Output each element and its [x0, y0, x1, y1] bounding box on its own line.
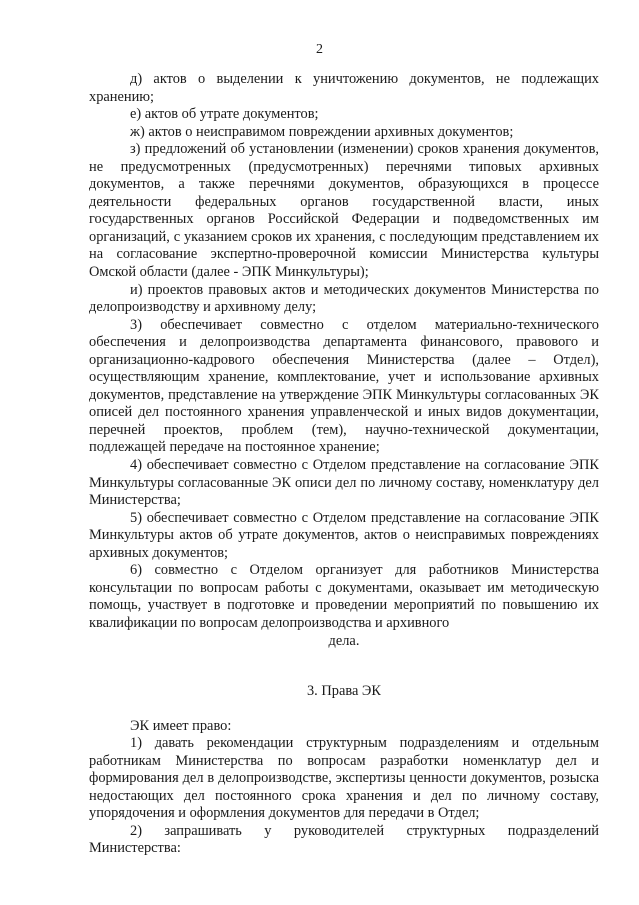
paragraph-z: з) предложений об установлении (изменении) сроков хранения документов, не предусмотренных (предусмотренных) перечнями типовых архивных документов, а также перечнями документов, образующихся в процессе деятельности федеральных органов государственной власти, иных государственных органов Российской Федерации и подведомственных им организаций, с указанием сроков их хранения, с последующим представлением их на согласование экспертно-проверочной комиссии Министерства культуры Омской области (далее - ЭПК Минкультуры);: [89, 141, 599, 281]
paragraph-5: 5) обеспечивает совместно с Отделом представление на согласование ЭПК Минкультуры актов об утрате документов, актов о неисправимых повреждениях архивных документов;: [89, 509, 599, 561]
paragraph-4: 4) обеспечивает совместно с Отделом представление на согласование ЭПК Минкультуры согласованные ЭК описи дел по личному составу, номенклатуру дел Министерства;: [89, 457, 599, 509]
paragraph-3: 3) обеспечивает совместно с отделом материально-технического обеспечения и делопроизводства департамента финансового, правового и организационно-кадрового обеспечения Министерства (далее – Отдел), осуществляющим хранение, комплектование, учет и использование архивных документов, представление на утверждение ЭПК Минкультуры согласованных ЭК описей дел постоянного хранения управленческой и иных видов документации, перечней проектов, проблем (тем), научно-технической документации, подлежащей передаче на постоянное хранение;: [89, 316, 599, 456]
paragraph-6-tail: дела.: [328, 632, 360, 649]
right-2: 2) запрашивать у руководителей структурных подразделений Министерства:: [89, 822, 599, 857]
paragraph-zh: ж) актов о неисправимом повреждении архивных документов;: [130, 123, 514, 140]
paragraph-e: е) актов об утрате документов;: [130, 106, 319, 123]
paragraph-6: 6) совместно с Отделом организует для работников Министерства консультации по вопросам работы с документами, оказывает им методическую помощь, участвует в подготовке и проведении мероприятий по повышению их квалификации по вопросам делопроизводства и архивного: [89, 562, 599, 631]
right-1: 1) давать рекомендации структурным подразделениям и отдельным работникам Министерства по вопросам разработки номенклатур дел и формирования дел в делопроизводстве, экспертизы ценности документов, розыска недостающих дел постоянного срока хранения и дел по личному составу, упорядочения и оформления документов для передачи в Отдел;: [89, 735, 599, 822]
rights-intro: ЭК имеет право:: [130, 717, 232, 734]
document-body: [89, 71, 599, 858]
page-number: 2: [316, 42, 323, 57]
paragraph-d: д) актов о выделении к уничтожению документов, не подлежащих хранению;: [89, 71, 599, 105]
paragraph-i: и) проектов правовых актов и методических документов Министерства по делопроизводству и архивному делу;: [89, 281, 599, 316]
section-heading: 3. Права ЭК: [306, 683, 382, 700]
